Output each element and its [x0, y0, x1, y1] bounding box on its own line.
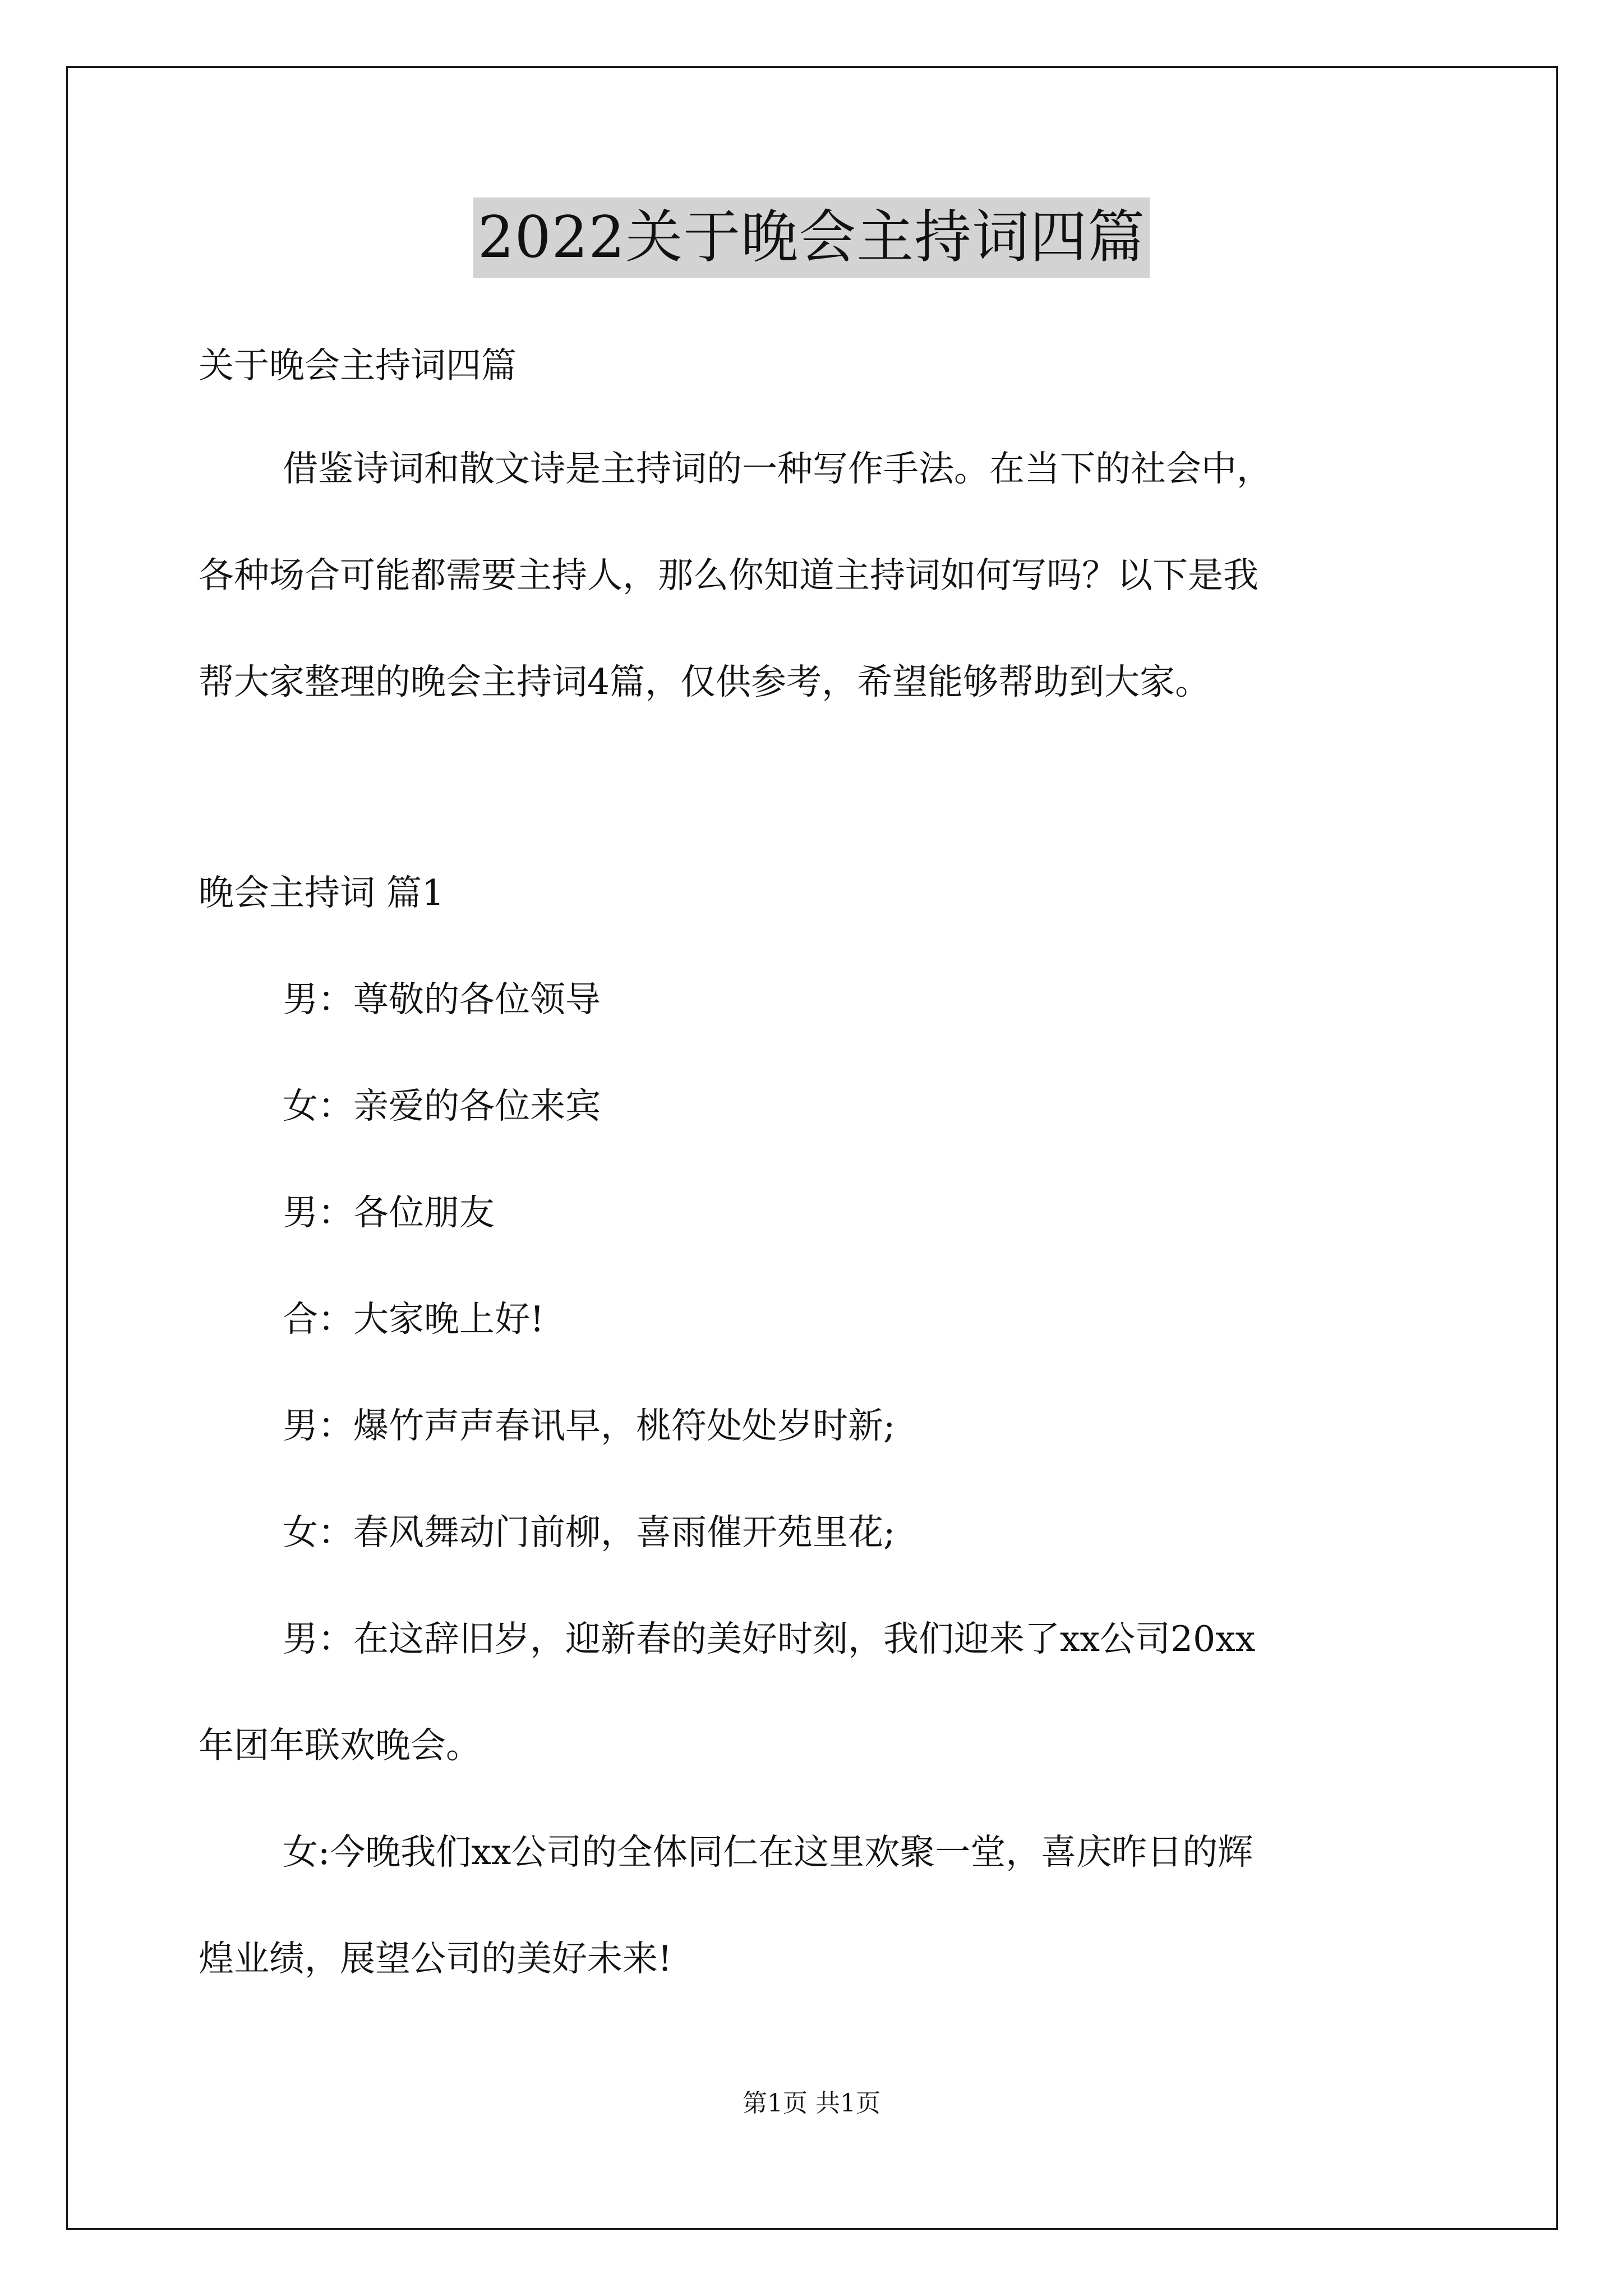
- dialogue-line: 合：大家晚上好!: [283, 1299, 545, 1340]
- title-container: [0, 197, 1623, 278]
- section-heading: 晚会主持词 篇1: [199, 872, 445, 913]
- intro-line-3: 帮大家整理的晚会主持词4篇，仅供参考，希望能够帮助到大家。: [199, 661, 1211, 702]
- dialogue-line: 男：尊敬的各位领导: [283, 979, 601, 1020]
- dialogue-line: 煌业绩，展望公司的美好未来!: [199, 1938, 672, 1979]
- dialogue-line: 年团年联欢晚会。: [199, 1725, 481, 1766]
- dialogue-line: 男：在这辞旧岁，迎新春的美好时刻，我们迎来了xx公司20xx: [283, 1618, 1256, 1659]
- dialogue-line: 女：春风舞动门前柳，喜雨催开苑里花;: [283, 1512, 896, 1553]
- dialogue-line: 女：亲爱的各位来宾: [283, 1085, 601, 1126]
- dialogue-line: 女:今晚我们xx公司的全体同仁在这里欢聚一堂，喜庆昨日的辉: [283, 1832, 1253, 1872]
- intro-line-1: 借鉴诗词和散文诗是主持词的一种写作手法。在当下的社会中，: [283, 448, 1272, 489]
- page-footer: 第1页 共1页: [743, 2089, 880, 2118]
- document-title: 2022关于晚会主持词四篇: [473, 197, 1150, 278]
- intro-line-2: 各种场合可能都需要主持人，那么你知道主持词如何写吗？以下是我: [199, 555, 1258, 596]
- document-subtitle: 关于晚会主持词四篇: [199, 345, 517, 386]
- dialogue-line: 男：各位朋友: [283, 1192, 495, 1233]
- dialogue-line: 男：爆竹声声春讯早，桃符处处岁时新;: [283, 1405, 896, 1446]
